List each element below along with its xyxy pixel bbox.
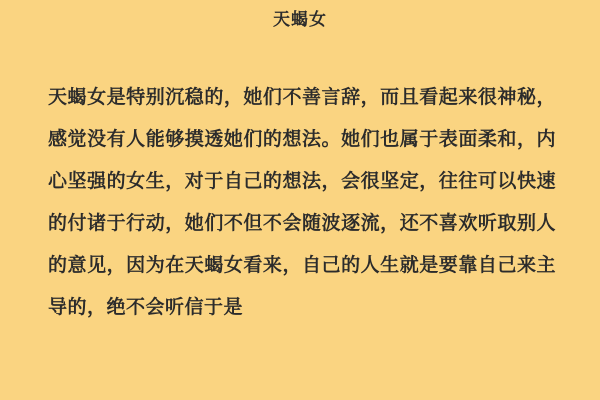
page-title: 天蝎女 — [273, 10, 327, 30]
body-paragraph: 天蝎女是特别沉稳的，她们不善言辞，而且看起来很神秘，感觉没有人能够摸透她们的想法。她们也属于表面柔和，内心坚强的女生，对于自己的想法，会很坚定，往往可以快速的付诸于行动，她们不但不会随波逐流，还不喜欢听取别人的意见，因为在天蝎女看来，自己的人生就是要靠自己来主导的，绝不会听信于是 — [48, 86, 556, 318]
